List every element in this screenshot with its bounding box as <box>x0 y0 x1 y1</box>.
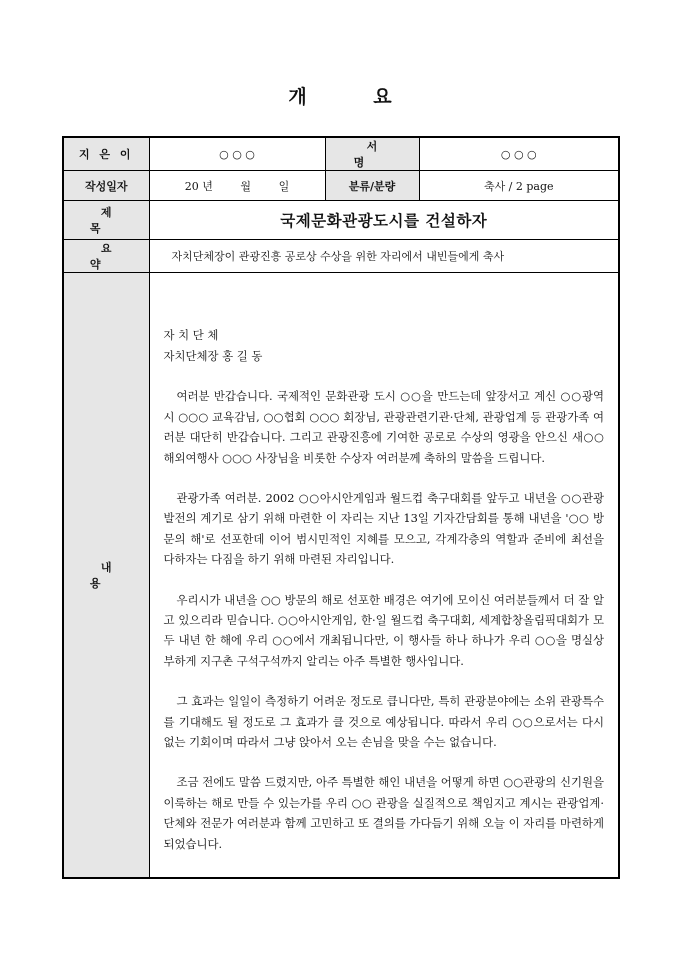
speaker-org: 자 치 단 체 <box>163 328 219 343</box>
summary-value: 자치단체장이 관광진흥 공로상 수상을 위한 자리에서 내빈들에게 축사 <box>149 240 619 273</box>
speech-paragraph-4: 그 효과는 일일이 측정하기 어려운 정도로 큽니다만, 특히 관광분야에는 소위 관광특수를 기대해도 될 정도로 그 효과가 클 것으로 예상됩니다. 따라서 우리 ○○으로서는 다시없는 기회이며 따라서 그냥 앉아서 오는 손님을 맞을 수는 없습니다. <box>163 694 604 749</box>
speech-paragraph-3: 우리시가 내년을 ○○ 방문의 해로 선포한 배경은 여기에 모이신 여러분들께서 더 잘 알고 있으리라 믿습니다. ○○아시안게임, 한·일 월드컵 축구대회, 세계합창올림픽대회가 모두 내년 한 해에 우리 ○○에서 개최됩니다만, 이 행사들 하나 하나가 우리 ○○을 명실상부하게 지구촌 구석구석까지 알리는 아주 특별한 행사입니다. <box>163 592 604 668</box>
content-row <box>63 273 619 878</box>
subject-value-cell <box>149 201 619 240</box>
summary-row <box>63 240 619 273</box>
date-label: 작성일자 <box>63 171 149 201</box>
category-label: 분류/분량 <box>325 171 419 201</box>
signature-label: 서 명 <box>353 140 404 169</box>
author-value: ○ ○ ○ <box>149 137 325 171</box>
subject-label-cell <box>63 201 149 240</box>
content-body <box>149 273 619 878</box>
content-label: 내 용 <box>89 560 134 590</box>
date-value <box>149 171 325 201</box>
subject-row <box>63 201 619 240</box>
speech-paragraph-2: 관광가족 여러분. 2002 ○○아시안게임과 월드컵 축구대회를 앞두고 내년을 ○○관광 발전의 계기로 삼기 위해 마련한 이 자리는 지난 13일 기자간담회를 통해 내년을 '○○ 방문의 해'로 선포한데 이어 범시민적인 지혜를 모으고, 각계각층의 역할과 준비에 최선을 다하자는 다짐을 하기 위해 마련된 자리입니다. <box>163 490 604 567</box>
date-day: 일 <box>278 179 290 193</box>
subject-label: 제 목 <box>89 206 134 235</box>
date-row <box>63 171 619 201</box>
document-title: 개 요 <box>288 86 422 108</box>
author-row <box>63 137 619 171</box>
signature-value: ○ ○ ○ <box>419 137 619 171</box>
speech-paragraph-1: 여러분 반갑습니다. 국제적인 문화관광 도시 ○○을 만드는데 앞장서고 계신 ○○광역시 ○○○ 교육감님, ○○협회 ○○○ 회장님, 관광관련기관·단체, 관광업계 등 관광가족 여러분 대단히 반갑습니다. 그리고 관광진흥에 기여한 공로로 수상의 영광을 안으신 새○○해외여행사 ○○○ 사장님을 비롯한 수상자 여러분께 축하의 말씀을 드립니다. <box>163 389 604 465</box>
summary-form-table <box>62 136 620 879</box>
speaker-block <box>164 325 605 366</box>
signature-label-cell <box>325 137 419 171</box>
date-month: 월 <box>240 179 252 193</box>
speech-paragraph-5: 조금 전에도 말씀 드렸지만, 아주 특별한 해인 내년을 어떻게 하면 ○○관광의 신기원을 이룩하는 해로 만들 수 있는가를 우리 ○○ 관광을 실질적으로 책임지고 계시는 관광업계·단체와 전문가 여러분과 함께 고민하고 또 결의를 가다듬기 위해 오늘 이 자리를 마련하게 되었습니다. <box>163 775 604 851</box>
date-year: 20 년 <box>184 179 213 193</box>
summary-label: 요 약 <box>89 242 134 271</box>
summary-label-cell <box>63 240 149 273</box>
author-label: 지 은 이 <box>78 148 134 161</box>
category-value: 축사 / 2 page <box>419 171 619 201</box>
subject-value: 국제문화관광도시를 건설하자 <box>280 211 488 230</box>
author-label-cell <box>63 137 149 171</box>
speaker-name: 자치단체장 홍 길 동 <box>163 348 263 363</box>
content-label-cell <box>63 273 149 878</box>
